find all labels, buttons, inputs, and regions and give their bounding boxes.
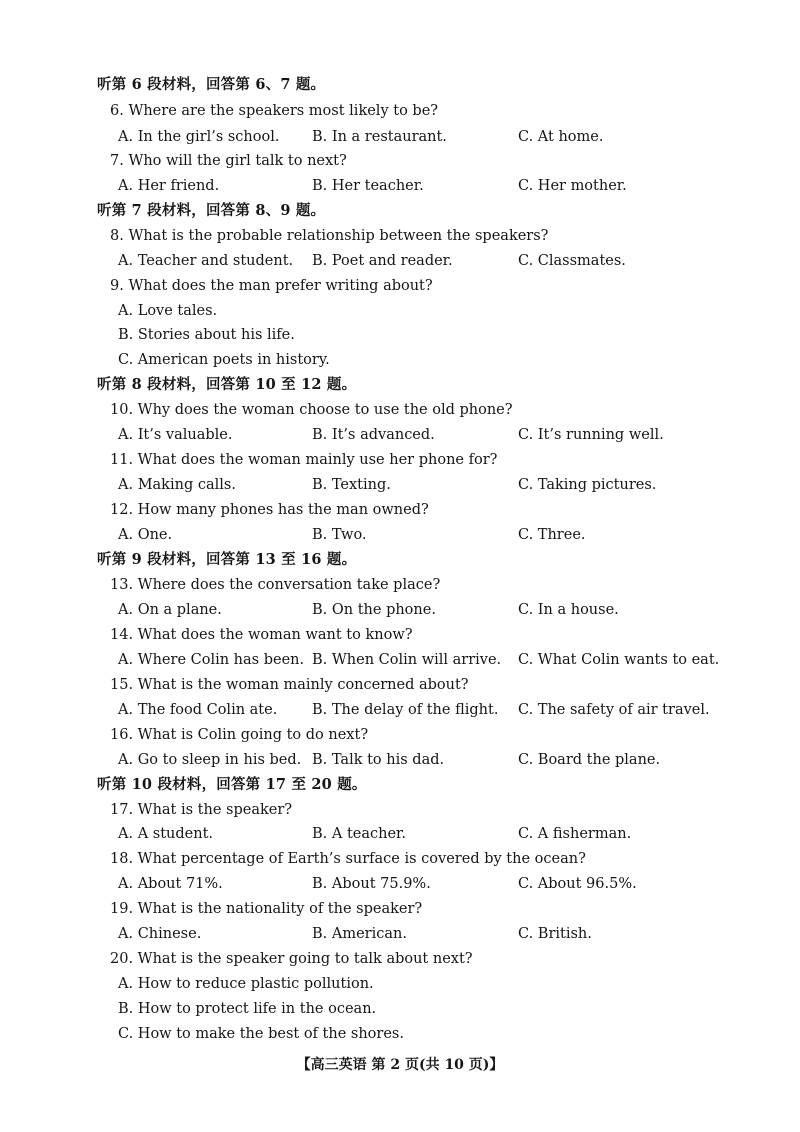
options-7: [0, 173, 800, 199]
question-stem: 12. How many phones has the man owned?: [110, 502, 429, 518]
question-9: [0, 273, 800, 299]
question-stem: 9. What does the man prefer writing about?: [110, 278, 433, 294]
option-c: C. At home.: [518, 129, 604, 145]
option-c: C. Taking pictures.: [518, 477, 657, 493]
question-13: [0, 572, 800, 598]
question-stem: 17. What is the speaker?: [110, 802, 293, 818]
option-a: A. A student.: [118, 826, 214, 842]
options-12: [0, 522, 800, 548]
option-b: B. Talk to his dad.: [312, 752, 445, 768]
option-a: A. Teacher and student.: [118, 253, 294, 269]
option-a-row: [0, 971, 800, 997]
question-stem: 16. What is Colin going to do next?: [110, 727, 369, 743]
option-b-row: [0, 322, 800, 348]
option-a: A. Love tales.: [118, 303, 218, 319]
question-stem: 18. What percentage of Earth’s surface is covered by the ocean?: [110, 851, 586, 867]
option-c: C. Three.: [518, 527, 586, 543]
option-c: C. About 96.5%.: [518, 876, 637, 892]
option-b: B. When Colin will arrive.: [312, 652, 502, 668]
option-a: A. Chinese.: [118, 926, 202, 942]
options-14: [0, 647, 800, 673]
question-10: [0, 397, 800, 423]
option-c: C. British.: [518, 926, 592, 942]
section-heading: 听第 7 段材料，回答第 8、9 题。: [97, 202, 326, 219]
question-stem: 19. What is the nationality of the speaker?: [110, 901, 423, 917]
options-13: [0, 597, 800, 623]
section-heading: 听第 10 段材料，回答第 17 至 20 题。: [97, 776, 367, 793]
question-stem: 8. What is the probable relationship between the speakers?: [110, 228, 549, 244]
option-b: B. Poet and reader.: [312, 253, 453, 269]
question-stem: 13. Where does the conversation take place?: [110, 577, 441, 593]
option-a: A. Go to sleep in his bed.: [118, 752, 302, 768]
option-a: A. On a plane.: [118, 602, 222, 618]
question-18: [0, 846, 800, 872]
option-a: A. The food Colin ate.: [118, 702, 278, 718]
option-c: C. Board the plane.: [518, 752, 661, 768]
question-6: [0, 98, 800, 124]
option-b: B. In a restaurant.: [312, 129, 447, 145]
options-19: [0, 921, 800, 947]
option-c: C. What Colin wants to eat.: [518, 652, 720, 668]
option-c: C. It’s running well.: [518, 427, 664, 443]
option-c: C. How to make the best of the shores.: [118, 1026, 404, 1042]
question-15: [0, 672, 800, 698]
option-c-row: [0, 347, 800, 373]
question-11: [0, 447, 800, 473]
option-a: A. Where Colin has been.: [118, 652, 305, 668]
question-stem: 14. What does the woman want to know?: [110, 627, 413, 643]
section-heading: 听第 6 段材料，回答第 6、7 题。: [97, 76, 326, 93]
option-c: C. In a house.: [518, 602, 619, 618]
option-b: B. Her teacher.: [312, 178, 424, 194]
option-b-row: [0, 996, 800, 1022]
question-7: [0, 148, 800, 174]
options-11: [0, 472, 800, 498]
question-stem: 10. Why does the woman choose to use the old phone?: [110, 402, 513, 418]
question-stem: 15. What is the woman mainly concerned about?: [110, 677, 469, 693]
option-c: C. American poets in history.: [118, 352, 330, 368]
option-b: B. It’s advanced.: [312, 427, 435, 443]
option-a: A. One.: [118, 527, 173, 543]
options-17: [0, 821, 800, 847]
options-10: [0, 422, 800, 448]
question-8: [0, 223, 800, 249]
page-footer: [0, 1052, 800, 1078]
option-a: A. In the girl’s school.: [118, 129, 280, 145]
option-b: B. The delay of the flight.: [312, 702, 499, 718]
question-19: [0, 896, 800, 922]
option-b: B. On the phone.: [312, 602, 436, 618]
option-a: A. How to reduce plastic pollution.: [118, 976, 374, 992]
options-8: [0, 248, 800, 274]
option-b: B. A teacher.: [312, 826, 406, 842]
page-number: 【高三英语 第 2 页(共 10 页)】: [296, 1057, 504, 1073]
option-a-row: [0, 298, 800, 324]
option-b: B. American.: [312, 926, 407, 942]
section-heading: 听第 9 段材料，回答第 13 至 16 题。: [97, 551, 357, 568]
question-20: [0, 946, 800, 972]
question-stem: 6. Where are the speakers most likely to be?: [110, 103, 439, 119]
option-c: C. Her mother.: [518, 178, 627, 194]
question-16: [0, 722, 800, 748]
question-17: [0, 797, 800, 823]
question-stem: 11. What does the woman mainly use her phone for?: [110, 452, 498, 468]
section-heading: 听第 8 段材料，回答第 10 至 12 题。: [97, 376, 357, 393]
option-c-row: [0, 1021, 800, 1047]
options-16: [0, 747, 800, 773]
question-stem: 20. What is the speaker going to talk about next?: [110, 951, 473, 967]
option-b: B. Two.: [312, 527, 367, 543]
option-a: A. It’s valuable.: [118, 427, 233, 443]
options-15: [0, 697, 800, 723]
option-c: C. The safety of air travel.: [518, 702, 710, 718]
option-b: B. How to protect life in the ocean.: [118, 1001, 377, 1017]
option-c: C. A fisherman.: [518, 826, 632, 842]
option-b: B. About 75.9%.: [312, 876, 431, 892]
option-a: A. Making calls.: [118, 477, 236, 493]
question-12: [0, 497, 800, 523]
option-a: A. About 71%.: [118, 876, 223, 892]
question-14: [0, 622, 800, 648]
options-6: [0, 124, 800, 150]
option-b: B. Stories about his life.: [118, 327, 295, 343]
option-b: B. Texting.: [312, 477, 391, 493]
options-18: [0, 871, 800, 897]
option-a: A. Her friend.: [118, 178, 220, 194]
option-c: C. Classmates.: [518, 253, 626, 269]
question-stem: 7. Who will the girl talk to next?: [110, 153, 347, 169]
